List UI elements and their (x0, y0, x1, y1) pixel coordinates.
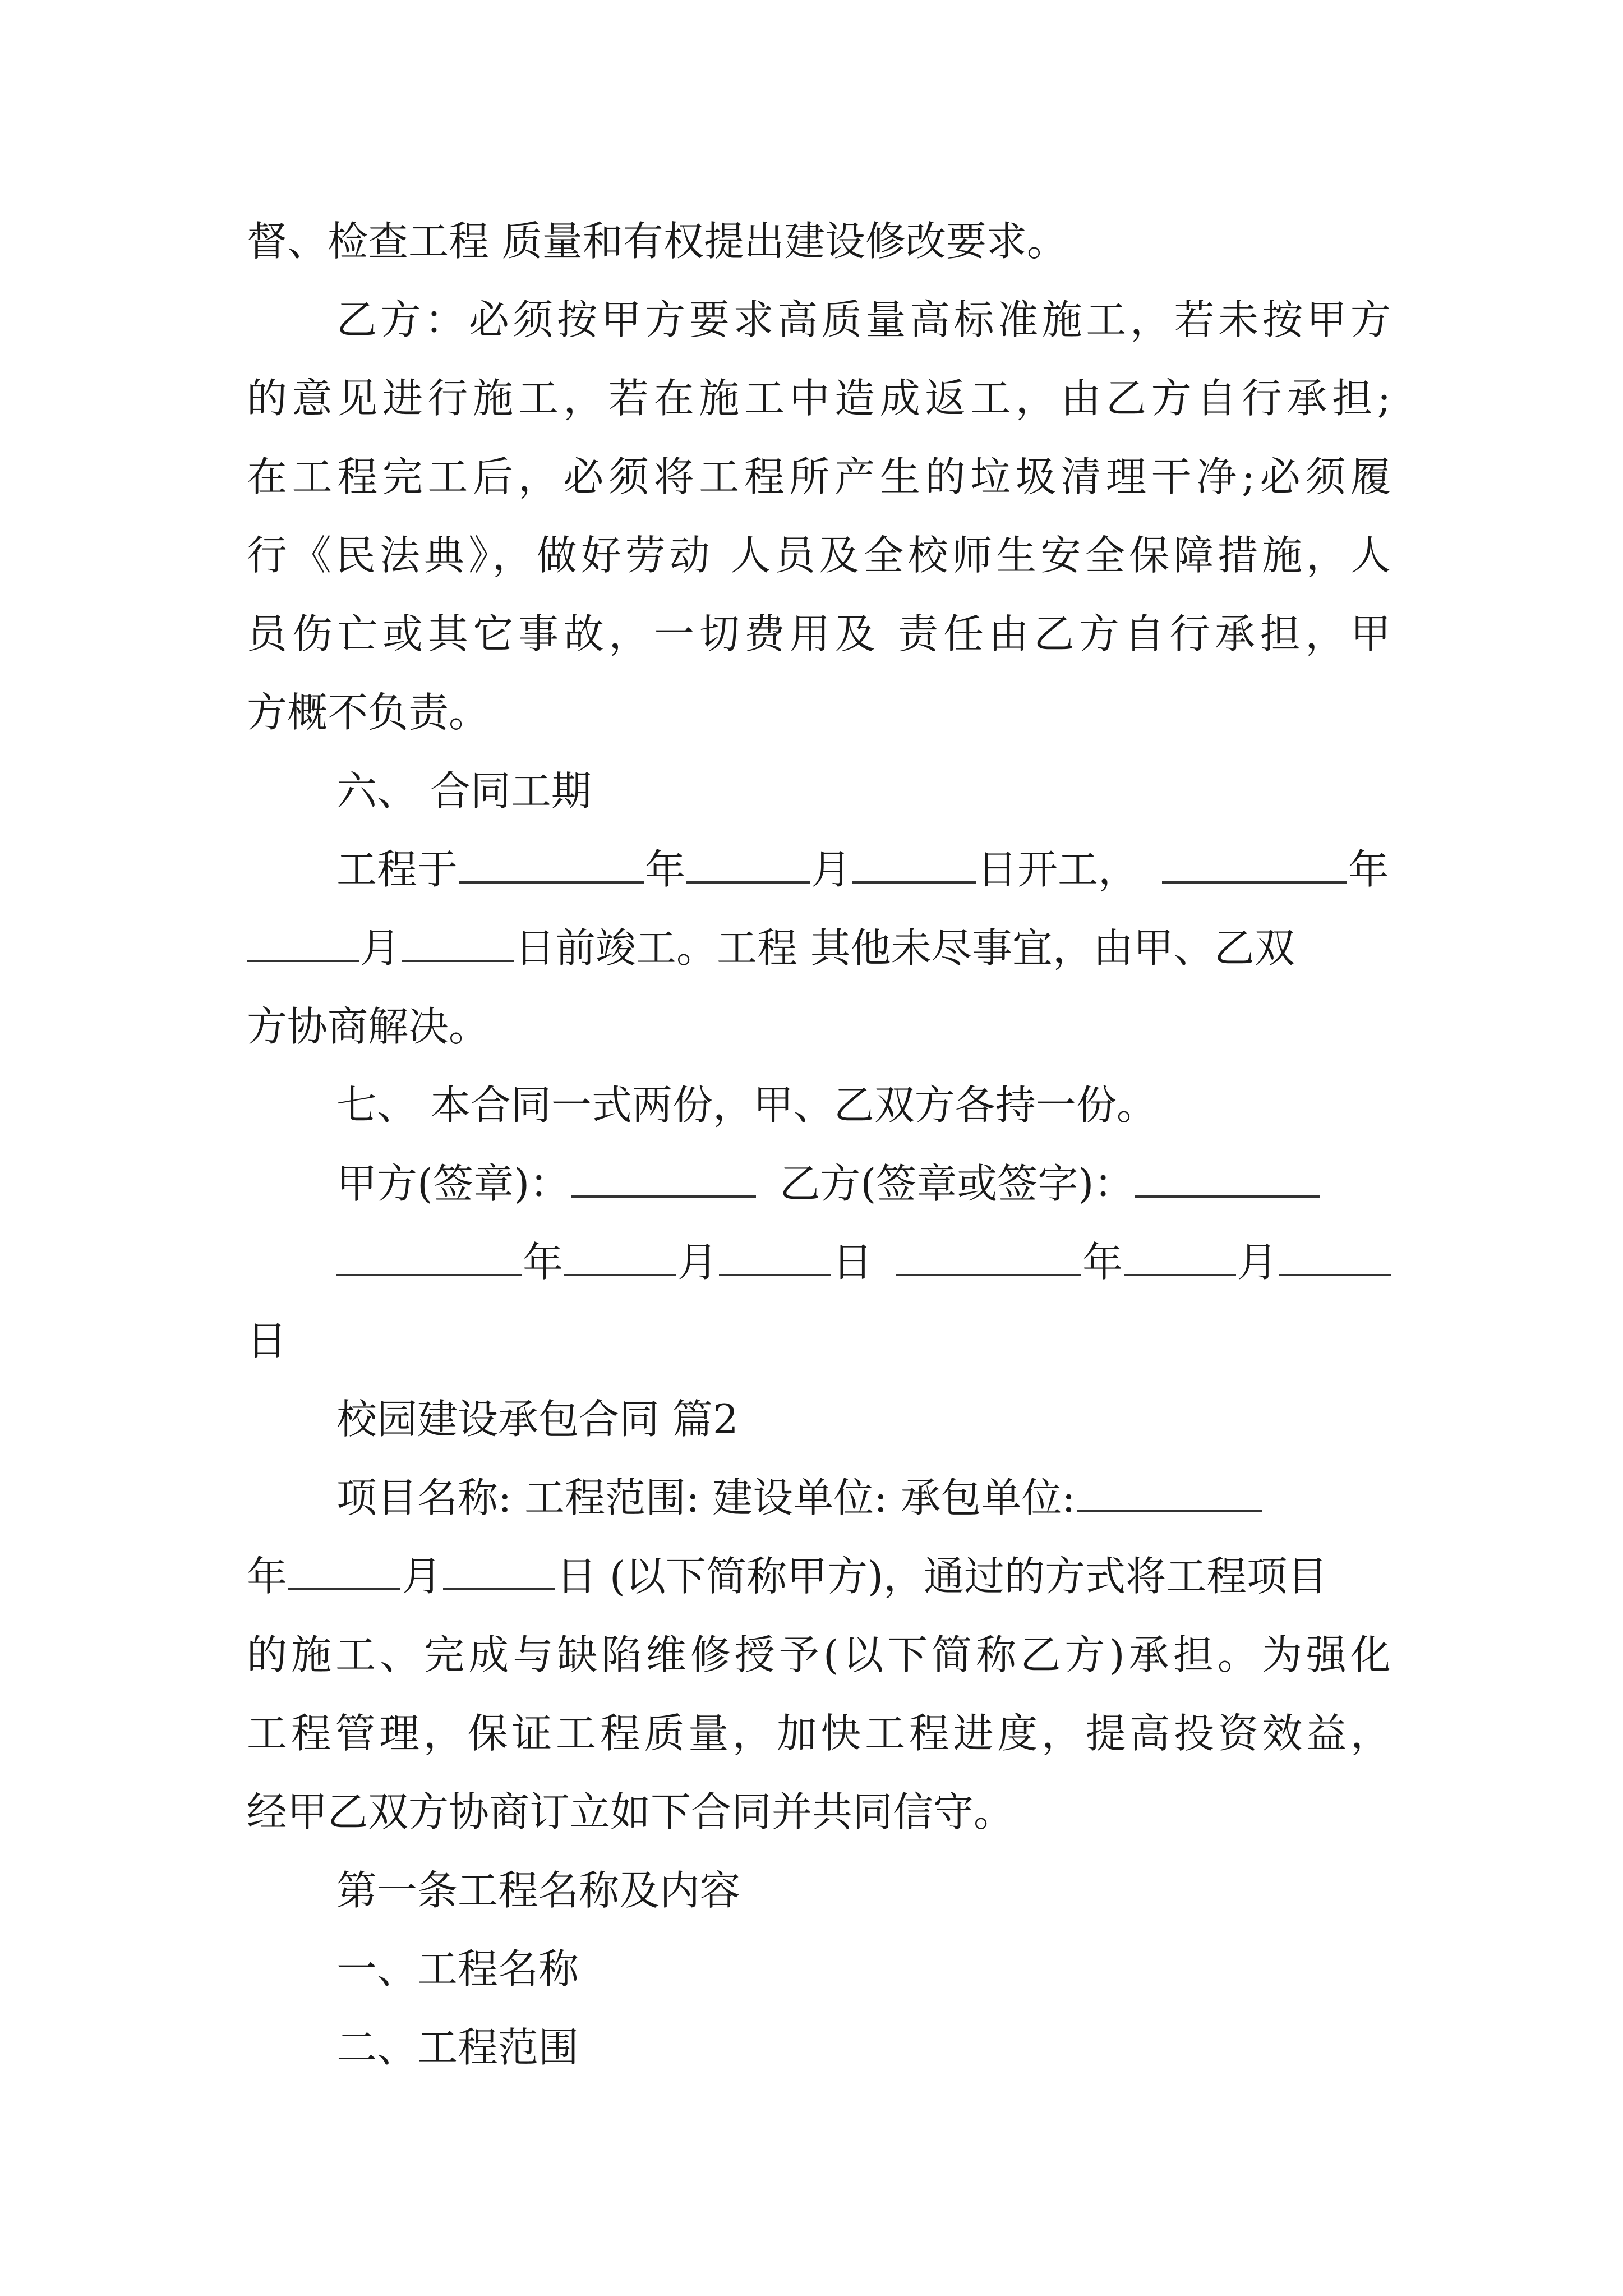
text: 甲方(签章)： (336, 1160, 570, 1207)
text: 月 (1237, 1239, 1278, 1286)
text: 日 (247, 1317, 288, 1364)
document-subtitle (247, 1380, 1391, 1458)
text: 二、工程范围 (336, 2024, 579, 2071)
blank-field[interactable] (686, 844, 810, 884)
signature-field[interactable] (571, 1158, 756, 1198)
text: 日开工， (977, 846, 1139, 893)
text: 的意见进行施工，若在施工中造成返工，由乙方自行承担; (247, 375, 1391, 422)
blank-field[interactable] (1162, 844, 1347, 884)
blank-field[interactable] (336, 1237, 522, 1276)
paragraph-line (247, 1537, 1391, 1616)
paragraph-line (247, 516, 1391, 595)
text: 方概不负责。 (247, 689, 490, 736)
blank-field[interactable] (1124, 1237, 1236, 1276)
paragraph-line (247, 1066, 1391, 1144)
paragraph-line (247, 595, 1391, 673)
text: 乙方：必须按甲方要求高质量高标准施工，若未按甲方 (336, 296, 1391, 343)
paragraph-line (247, 673, 1391, 752)
text: 的施工、完成与缺陷维修授予(以下简称乙方)承担。为强化 (247, 1631, 1391, 1678)
text: 六、 合同工期 (336, 767, 592, 815)
paragraph-line (247, 202, 1391, 280)
blank-field[interactable] (852, 844, 976, 884)
article-heading (247, 1851, 1391, 1930)
text: 工程管理，保证工程质量，加快工程进度，提高投资效益， (247, 1710, 1391, 1757)
blank-field[interactable] (402, 923, 514, 962)
text: 年 (1082, 1239, 1123, 1286)
text: 员伤亡或其它事故，一切费用及 责任由乙方自行承担，甲 (247, 610, 1391, 657)
signature-field[interactable] (1135, 1158, 1320, 1198)
text: 行《民法典》，做好劳动 人员及全校师生安全保障措施，人 (247, 532, 1391, 579)
text: 日 (832, 1239, 873, 1286)
blank-field[interactable] (564, 1237, 676, 1276)
text: 月 (360, 924, 401, 972)
text: 年 (523, 1239, 564, 1286)
text: 日前竣工。工程 其他未尽事宜，由甲、乙双 (515, 924, 1295, 972)
text: 督、检查工程 质量和有权提出建设修改要求。 (247, 218, 1067, 265)
paragraph-line (247, 280, 1391, 359)
text: 乙方(签章或签字)： (780, 1160, 1135, 1207)
text: 年 (247, 1553, 288, 1600)
blank-field[interactable] (459, 844, 644, 884)
text: 校园建设承包合同 篇2 (336, 1396, 739, 1443)
text: 年 (645, 846, 686, 893)
date-line (247, 1301, 1391, 1380)
paragraph-line (247, 438, 1391, 516)
paragraph-line (247, 830, 1391, 909)
blank-field[interactable] (896, 1237, 1081, 1276)
blank-field[interactable] (288, 1551, 400, 1590)
text: 一、工程名称 (336, 1945, 579, 1993)
text: 项目名称: 工程范围: 建设单位: 承包单位: (336, 1474, 1076, 1521)
list-item (247, 2008, 1391, 2087)
text: 第一条工程名称及内容 (336, 1867, 741, 1914)
text: 七、 本合同一式两份，甲、乙双方各持一份。 (336, 1082, 1157, 1129)
text: 月 (402, 1553, 442, 1600)
blank-field[interactable] (1077, 1473, 1262, 1512)
list-item (247, 1930, 1391, 2008)
signature-line (247, 1144, 1391, 1223)
text: 日 (以下简称甲方)，通过的方式将工程项目 (556, 1553, 1328, 1600)
date-line (247, 1223, 1391, 1301)
text: 工程于 (336, 846, 458, 893)
text: 方协商解决。 (247, 1003, 490, 1050)
paragraph-line (247, 359, 1391, 438)
text: 经甲乙双方协商订立如下合同并共同信守。 (247, 1788, 1015, 1835)
paragraph-line (247, 1773, 1391, 1851)
blank-field[interactable] (1279, 1237, 1391, 1276)
text: 在工程完工后，必须将工程所产生的垃圾清理干净;必须履 (247, 453, 1391, 500)
text: 月 (677, 1239, 718, 1286)
blank-field[interactable] (443, 1551, 555, 1590)
blank-field[interactable] (247, 923, 359, 962)
section-heading (247, 752, 1391, 830)
text: 月 (811, 846, 852, 893)
paragraph-line (247, 1616, 1391, 1694)
paragraph-line (247, 1458, 1391, 1537)
paragraph-line (247, 987, 1391, 1066)
paragraph-line (247, 909, 1391, 987)
blank-field[interactable] (719, 1237, 831, 1276)
text: 年 (1348, 846, 1389, 893)
paragraph-line (247, 1694, 1391, 1773)
